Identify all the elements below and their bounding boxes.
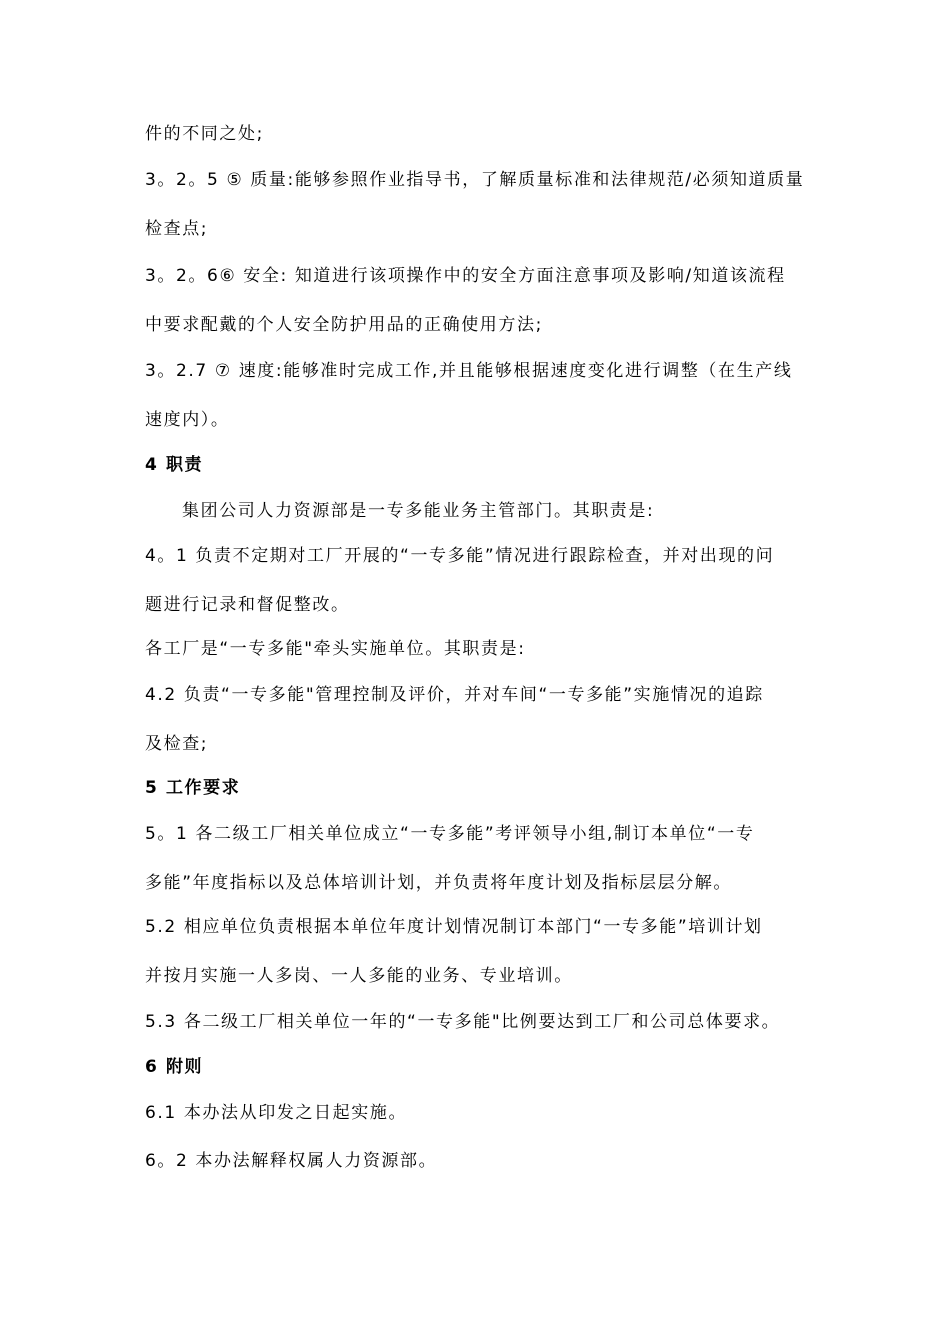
text-line: 5.2 相应单位负责根据本单位年度计划情况制订本部门“一专多能”培训计划 (145, 917, 763, 937)
text-line: 中要求配戴的个人安全防护用品的正确使用方法; (145, 315, 543, 335)
text-line: 4。1 负责不定期对工厂开展的“一专多能”情况进行跟踪检查，并对出现的问 (145, 546, 775, 566)
text-line: 6.1 本办法从印发之日起实施。 (145, 1103, 408, 1123)
text-line: 多能”年度指标以及总体培训计划，并负责将年度计划及指标层层分解。 (145, 873, 733, 893)
text-line: 5.3 各二级工厂相关单位一年的“一专多能"比例要达到工厂和公司总体要求。 (145, 1012, 781, 1032)
text-line: 集团公司人力资源部是一专多能业务主管部门。其职责是: (182, 501, 655, 521)
text-line: 3。2.7 ⑦ 速度:能够准时完成工作,并且能够根据速度变化进行调整（在生产线 (145, 361, 793, 381)
text-line: 题进行记录和督促整改。 (145, 595, 350, 615)
section-heading: 4 职责 (145, 455, 204, 475)
text-line: 3。2。6⑥ 安全: 知道进行该项操作中的安全方面注意事项及影响/知道该流程 (145, 266, 786, 286)
text-line: 4.2 负责“一专多能"管理控制及评价，并对车间“一专多能”实施情况的追踪 (145, 685, 764, 705)
text-line: 及检查; (145, 734, 209, 754)
section-heading: 6 附则 (145, 1057, 204, 1077)
text-line: 速度内）。 (145, 410, 230, 430)
text-line: 并按月实施一人多岗、一人多能的业务、专业培训。 (145, 966, 573, 986)
text-line: 3。2。5 ⑤ 质量:能够参照作业指导书，了解质量标准和法律规范/必须知道质量 (145, 170, 805, 190)
text-line: 5。1 各二级工厂相关单位成立“一专多能”考评领导小组,制订本单位“一专 (145, 824, 755, 844)
text-line: 6。2 本办法解释权属人力资源部。 (145, 1151, 438, 1171)
text-line: 检查点; (145, 219, 209, 239)
text-line: 各工厂是“一专多能"牵头实施单位。其职责是: (145, 639, 526, 659)
section-heading: 5 工作要求 (145, 778, 241, 798)
text-line: 件的不同之处; (145, 124, 264, 144)
